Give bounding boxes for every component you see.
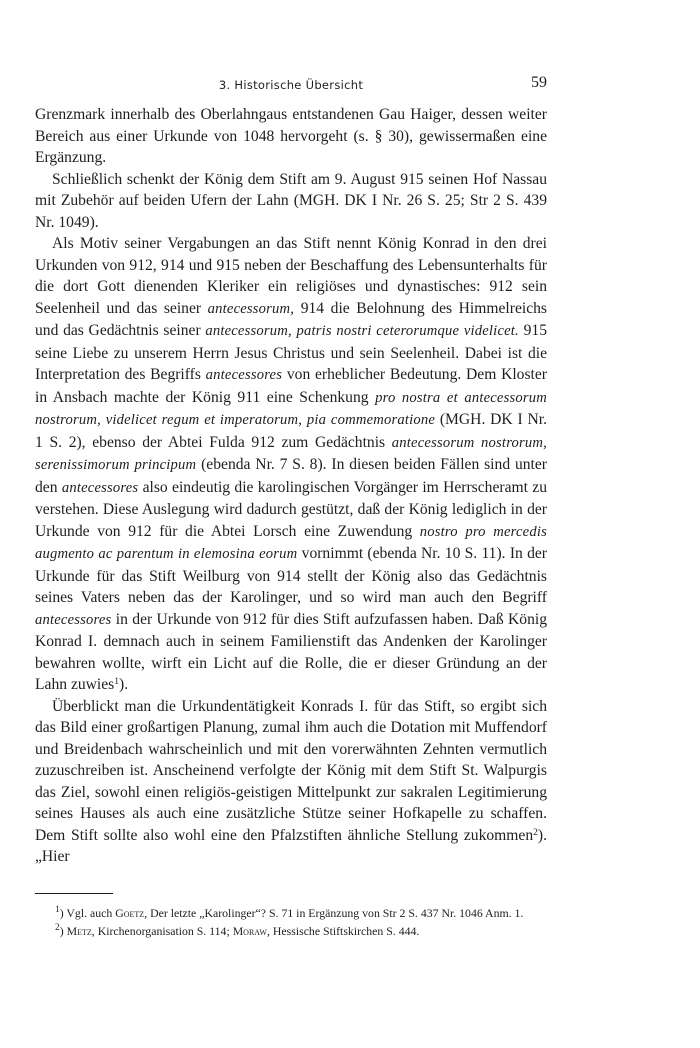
paragraph-text: Schließlich schenkt der König dem Stift am 9. August 915 seinen Hof Nassau mit Zubehör auf beiden Ufern der Lahn (MGH. DK I Nr. 26 S. 25; Str 2 S. 439 Nr. 1049). — [35, 170, 547, 231]
latin-quote: antecessores — [205, 367, 283, 383]
footnote-mark: 1 — [55, 905, 60, 915]
author-name: Metz — [66, 923, 92, 938]
paragraph-text: Grenzmark innerhalb des Oberlahngaus entstandenen Gau Haiger, dessen weiter Bereich aus einer Urkunde von 1048 hervorgeht (s. § 30), gewissermaßen eine Ergänzung. — [35, 106, 547, 166]
latin-quote: antecessorum, — [207, 300, 295, 317]
footnote-1 — [35, 905, 547, 923]
latin-quote: antecessorum, patris nostri ceterorumque videlicet. — [205, 323, 519, 339]
paragraph-text: ). „Hier — [35, 826, 547, 865]
body-text — [35, 104, 547, 868]
paragraph-text: ). — [119, 676, 129, 693]
paragraph-text: Als Motiv seiner Vergabungen an das Stift nennt König Konrad in den drei Urkunden von 912, 914 und 915 neben der Beschaffung des Lebensunterhalts für die dort Gott dienenden Kleriker ein religiöses und dynastisches: 912 sein Seelenheil und das seiner — [35, 235, 547, 317]
footnotes — [35, 905, 547, 940]
paragraph-text: Überblickt man die Urkundentätigkeit Konrads I. für das Stift, so ergibt sich das Bild einer großartigen Planung, zumal ihm auch die Dotation mit Muffendorf und Breidenbach wahrscheinlich und mit den vorerwähnten Zehnten vermutlich zuzuschreiben ist. Anscheinend verfolgte der König mit dem Stift St. Walpurgis das Ziel, sowohl einen religiös-geistigen Mittelpunkt zur sakralen Legitimierung seines Hauses als auch eine zusätzliche Stütze seiner Hofkapelle zu schaffen. Dem Stift sollte also wohl eine den Pfalzstiften ähnliche Stellung zukommen — [35, 697, 547, 844]
latin-quote: antecessores — [61, 479, 139, 496]
paragraph-text: vornimmt (ebenda Nr. 10 S. 11). In der Urkunde für das Stift Weilburg von 914 stellt der König also das Gedächtnis seines Vaters neben das der Karolinger, und so wird man auch den Begriff — [35, 545, 547, 606]
author-name: Goetz — [115, 906, 145, 920]
paragraph-3 — [35, 233, 547, 696]
book-page — [35, 0, 547, 1048]
latin-quote: nostro pro mercedis augmento ac parentum in elemosina eorum — [35, 523, 547, 562]
page-number: 59 — [531, 74, 547, 91]
paragraph-4 — [35, 696, 547, 868]
footnote-divider — [35, 893, 113, 894]
paragraph-2 — [35, 169, 547, 234]
paragraph-text: (MGH. DK I Nr. 1 S. 2), ebenso der Abtei Fulda 912 zum Gedächtnis — [35, 411, 547, 451]
footnote-2 — [35, 923, 547, 941]
paragraph-text: von erheblicher Bedeutung. Dem Kloster in Ansbach machte der König 911 eine Schenkung — [35, 366, 547, 406]
footnote-ref-1[interactable]: 1 — [114, 677, 119, 687]
running-title: 3. Historische Übersicht — [218, 78, 364, 92]
footnote-text: , Hessische Stiftskirchen S. 444. — [266, 923, 420, 938]
author-name: Moraw — [232, 923, 267, 938]
paragraph-text: (ebenda Nr. 7 S. 8). In diesen beiden Fällen sind unter den — [35, 456, 547, 496]
footnote-text: ) — [59, 923, 67, 938]
latin-quote: antecessorum nostrorum, serenissimorum principum — [35, 434, 547, 473]
latin-quote: pro nostra et antecessorum nostrorum, videlicet regum et imperatorum, pia commemoratione — [35, 389, 547, 428]
footnote-ref-2[interactable]: 2 — [533, 827, 538, 838]
paragraph-1 — [35, 104, 547, 169]
running-header — [35, 74, 547, 98]
footnote-text: ) Vgl. auch — [59, 906, 116, 920]
latin-quote: antecessores — [35, 611, 112, 628]
footnote-text: , Kirchenorganisation S. 114; — [91, 923, 233, 938]
paragraph-text: 914 die Belohnung des Himmelreichs und das Gedächtnis seiner — [35, 299, 547, 339]
footnote-text: , Der letzte „Karolinger“? S. 71 in Ergänzung von Str 2 S. 437 Nr. 1046 Anm. 1. — [144, 906, 524, 920]
paragraph-text: 915 seine Liebe zu unserem Herrn Jesus Christus und sein Seelenheil. Dabei ist die Interpretation des Begriffs — [35, 322, 547, 383]
paragraph-text: also eindeutig die karolingischen Vorgänger im Herrscheramt zu verstehen. Diese Auslegung wird dadurch gestützt, daß der König lediglich in der Urkunde von 912 für die Abtei Lorsch eine Zuwendung — [35, 478, 547, 540]
paragraph-text: in der Urkunde von 912 für dies Stift aufzufassen haben. Daß König Konrad I. demnach auch in seinem Familienstift das Andenken der Karolinger bewahren wollte, wirft ein Licht auf die Rolle, die er dieser Gründung an der Lahn zuwies — [35, 610, 547, 693]
footnote-mark: 2 — [55, 922, 60, 933]
